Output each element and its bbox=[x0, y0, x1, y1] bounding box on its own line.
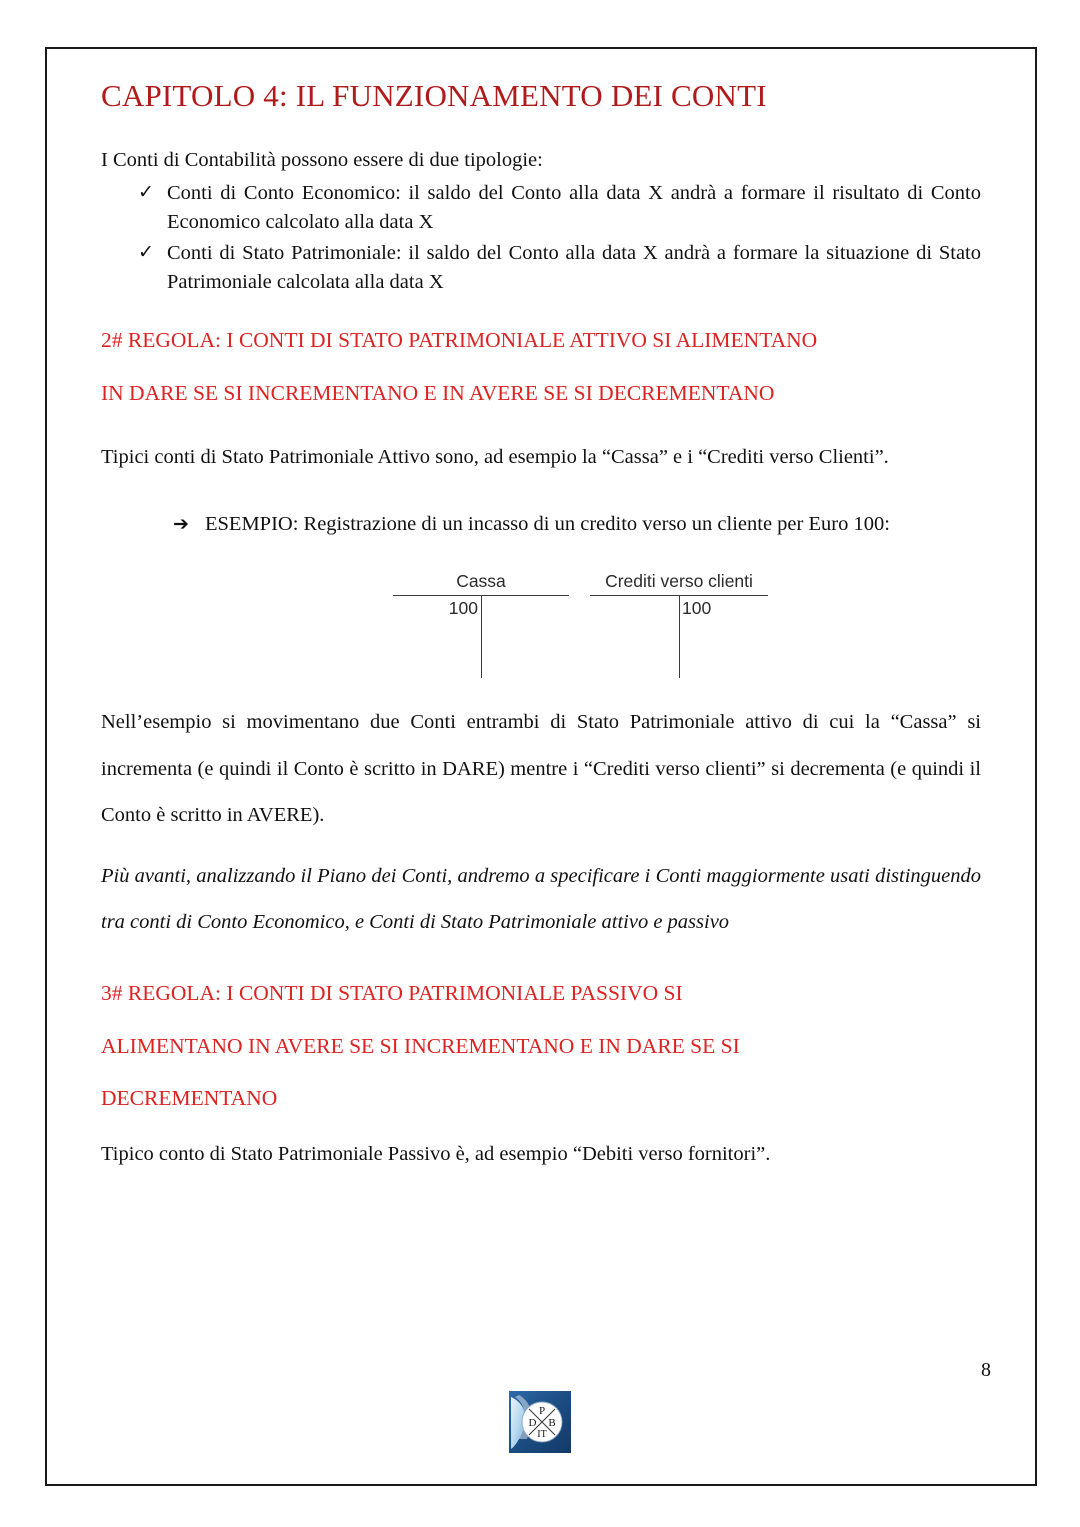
logo-letter-right: B bbox=[548, 1417, 556, 1429]
logo-letter-left: D bbox=[528, 1417, 537, 1429]
check-icon: ✓ bbox=[138, 181, 154, 203]
check-icon: ✓ bbox=[138, 241, 154, 263]
page-content bbox=[101, 77, 981, 1169]
rule-3-body-paragraph: Tipico conto di Stato Patrimoniale Passivo è, ad esempio “Debiti verso fornitori”. bbox=[101, 1143, 771, 1166]
intro-lead-paragraph: I Conti di Contabilità possono essere di due tipologie: bbox=[101, 148, 543, 171]
t-account-body bbox=[393, 596, 569, 678]
rule-2-line-1: 2# REGOLA: I CONTI DI STATO PATRIMONIALE ATTIVO SI ALIMENTANO bbox=[101, 327, 818, 352]
t-account-cassa bbox=[393, 571, 569, 678]
example-text: ESEMPIO: Registrazione di un incasso di un credito verso un cliente per Euro 100: bbox=[205, 513, 890, 536]
rule-3-line-3: DECREMENTANO bbox=[101, 1086, 278, 1111]
example-note-paragraph: Più avanti, analizzando il Piano dei Conti, andremo a specificare i Conti maggiormente usati distinguendo tra conti di Conto Economico, e Conti di Stato Patrimoniale attivo e passivo bbox=[101, 864, 981, 933]
arrow-right-icon: ➔ bbox=[173, 513, 189, 536]
rule-3-line-2: ALIMENTANO IN AVERE SE SI INCREMENTANO E IN DARE SE SI bbox=[101, 1033, 740, 1058]
tipologie-list bbox=[101, 179, 981, 298]
example-block bbox=[101, 502, 981, 547]
t-account-credit-amount: 100 bbox=[682, 598, 712, 619]
t-account-body bbox=[590, 596, 768, 678]
logo-letter-bottom: IT bbox=[537, 1429, 547, 1440]
list-item-label: Conti di Conto Economico: il saldo del Conto alla data X andrà a formare il risultato di Conto Economico calcolato alla data X bbox=[167, 181, 981, 234]
rule-3-heading bbox=[101, 967, 981, 1125]
t-account-title: Crediti verso clienti bbox=[605, 571, 753, 592]
rule-2-line-2: IN DARE SE SI INCREMENTANO E IN AVERE SE SI DECREMENTANO bbox=[101, 380, 775, 405]
logo-letter-top: P bbox=[538, 1405, 546, 1417]
t-account-divider bbox=[481, 596, 482, 678]
example-explanation-paragraph: Nell’esempio si movimentano due Conti entrambi di Stato Patrimoniale attivo di cui la “Cassa” si incrementa (e quindi il Conto è scritto in DARE) mentre i “Crediti verso clienti” si decrementa (e quindi il Conto è scritto in AVERE). bbox=[101, 711, 981, 826]
footer-logo bbox=[509, 1391, 571, 1453]
list-item-label: Conti di Stato Patrimoniale: il saldo del Conto alla data X andrà a formare la situazione di Stato Patrimoniale calcolata alla data X bbox=[167, 241, 981, 294]
page-title: CAPITOLO 4: IL FUNZIONAMENTO DEI CONTI bbox=[101, 78, 767, 113]
t-account-title: Cassa bbox=[456, 571, 506, 592]
t-account-divider bbox=[679, 596, 680, 678]
page-number: 8 bbox=[981, 1359, 991, 1381]
t-account-debit-amount: 100 bbox=[448, 598, 478, 619]
rule-2-body-paragraph: Tipici conti di Stato Patrimoniale Attivo sono, ad esempio la “Cassa” e i “Crediti verso Clienti”. bbox=[101, 446, 889, 469]
t-accounts-diagram bbox=[101, 571, 981, 699]
t-account-crediti-verso-clienti bbox=[590, 571, 768, 678]
document-page bbox=[45, 47, 1037, 1486]
list-item bbox=[138, 179, 981, 238]
list-item bbox=[138, 239, 981, 298]
rule-3-line-1: 3# REGOLA: I CONTI DI STATO PATRIMONIALE PASSIVO SI bbox=[101, 981, 683, 1006]
rule-2-heading bbox=[101, 314, 981, 419]
